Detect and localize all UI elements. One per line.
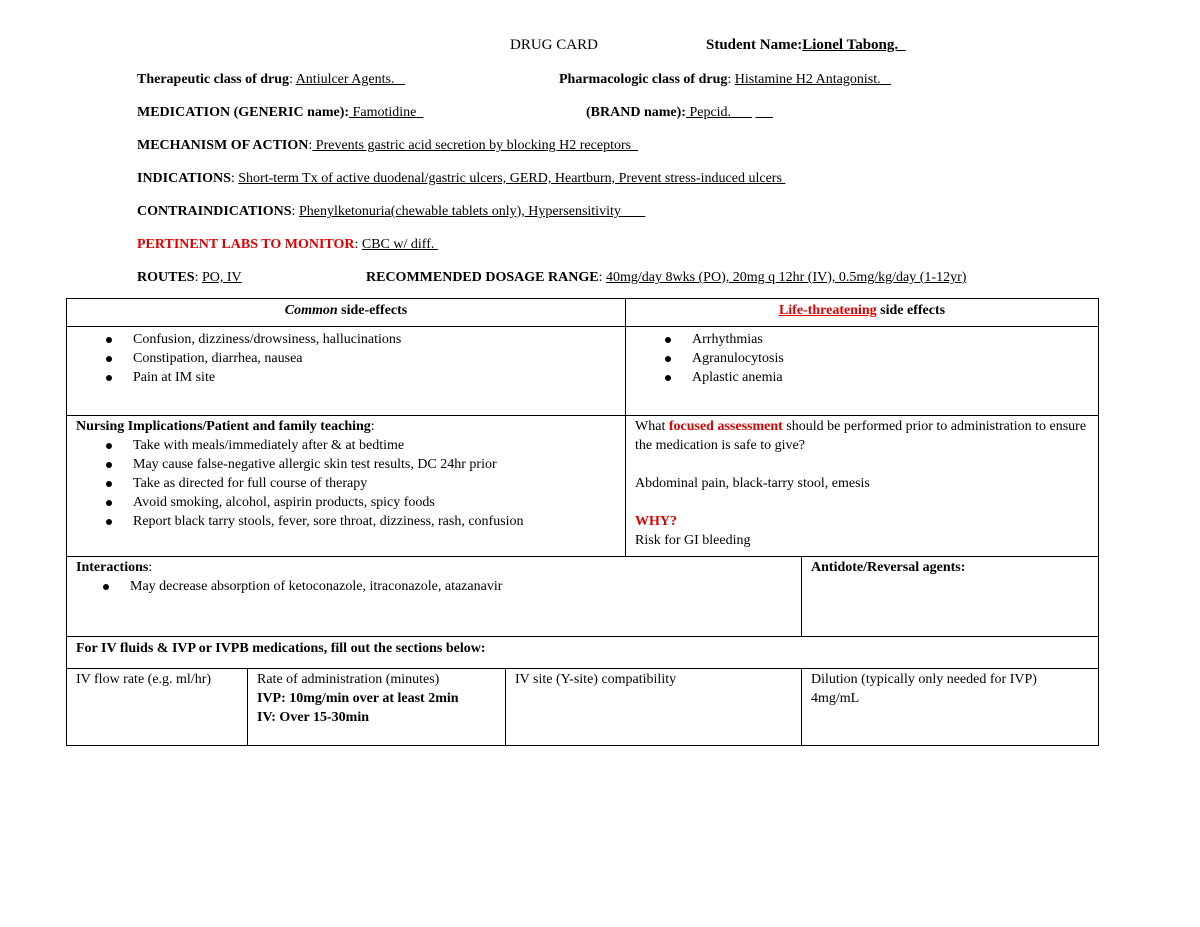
iv-header-cell xyxy=(67,637,1099,669)
list-item: Avoid smoking, alcohol, aspirin products, spicy foods xyxy=(133,493,616,512)
student-name-label: Student Name: xyxy=(706,37,803,53)
brand-name-value: Pepcid. xyxy=(685,105,732,120)
mechanism-value: Prevents gastric acid secretion by blocking H2 receptors xyxy=(312,138,632,153)
common-header-emphasis: Common xyxy=(284,303,338,318)
antidote-cell xyxy=(802,557,1099,637)
generic-name-value: Famotidine xyxy=(349,105,417,120)
list-item: Take as directed for full course of therapy xyxy=(133,474,616,493)
antidote-header: Antidote/Reversal agents: xyxy=(811,560,966,575)
rate-of-administration-cell xyxy=(248,669,506,746)
labs-value: CBC w/ diff. xyxy=(361,237,435,252)
rate-iv-value: IV: Over 15-30min xyxy=(257,710,369,725)
routes-label: ROUTES xyxy=(137,270,195,285)
routes-line: ROUTES: PO, IV xyxy=(137,270,242,285)
dilution-cell xyxy=(802,669,1099,746)
life-threatening-cell xyxy=(626,327,1099,416)
pharmacologic-class-value: Histamine H2 Antagonist. xyxy=(734,72,881,87)
dosage-line: RECOMMENDED DOSAGE RANGE: 40mg/day 8wks (PO), 20mg q 12hr (IV), 0.5mg/kg/day (1-12yr) xyxy=(366,270,967,285)
drug-card-table xyxy=(66,298,1099,746)
contraindications-label: CONTRAINDICATIONS xyxy=(137,204,292,219)
common-side-effects-list xyxy=(76,330,616,387)
card-title: DRUG CARD xyxy=(510,37,598,53)
list-item: Agranulocytosis xyxy=(692,349,1089,368)
indications-label: INDICATIONS xyxy=(137,171,231,186)
mechanism-label: MECHANISM OF ACTION xyxy=(137,138,309,153)
rate-ivp-value: IVP: 10mg/min over at least 2min xyxy=(257,691,459,706)
brand-name-label: (BRAND name): xyxy=(586,105,686,120)
focused-assessment-answer: Abdominal pain, black-tarry stool, emesis xyxy=(635,476,870,491)
student-name-value: Lionel Tabong. xyxy=(802,37,899,53)
contraindications-line: CONTRAINDICATIONS: Phenylketonuria(chewable tablets only), Hypersensitivity xyxy=(137,204,621,219)
common-header-rest: side-effects xyxy=(337,303,408,318)
mechanism-line: MECHANISM OF ACTION: Prevents gastric acid secretion by blocking H2 receptors xyxy=(137,138,632,153)
nursing-implications-cell: Nursing Implications/Patient and family teaching: Take with meals/immediately after & at bedtime May cause false-negative allergic skin test results, DC 24hr prior Take as directed for full course of therapy Avoid smoking, alcohol, aspirin products, spicy foods Report black tarry stools, fever, sore throat, dizziness, rash, confusion xyxy=(67,416,626,557)
iv-header: For IV fluids & IVP or IVPB medications, fill out the sections below: xyxy=(76,641,486,656)
student-name-line xyxy=(706,36,906,55)
common-side-effects-header xyxy=(67,299,626,327)
life-threatening-header xyxy=(626,299,1099,327)
list-item: Aplastic anemia xyxy=(692,368,1089,387)
interactions-header: Interactions xyxy=(76,560,149,575)
iv-site-compatibility-label: IV site (Y-site) compatibility xyxy=(515,672,677,687)
interactions-cell: Interactions: May decrease absorption of ketoconazole, itraconazole, atazanavir xyxy=(67,557,802,637)
interactions-list xyxy=(76,577,792,596)
routes-value: PO, IV xyxy=(201,270,242,285)
nursing-assessment-row xyxy=(67,416,1099,557)
dosage-value: 40mg/day 8wks (PO), 20mg q 12hr (IV), 0.5mg/kg/day (1-12yr) xyxy=(605,270,967,285)
iv-flow-rate-label: IV flow rate (e.g. ml/hr) xyxy=(76,672,212,687)
pharmacologic-class-label: Pharmacologic class of drug xyxy=(559,72,728,87)
contraindications-value: Phenylketonuria(chewable tablets only), Hypersensitivity xyxy=(298,204,621,219)
side-effects-header-row xyxy=(67,299,1099,327)
list-item: Report black tarry stools, fever, sore throat, dizziness, rash, confusion xyxy=(133,512,616,531)
nursing-header: Nursing Implications/Patient and family teaching xyxy=(76,419,371,434)
life-threatening-list xyxy=(635,330,1089,387)
labs-line: PERTINENT LABS TO MONITOR: CBC w/ diff. xyxy=(137,237,435,252)
focused-assessment-question: What focused assessment should be performed prior to administration to ensure the medication is safe to give? xyxy=(635,419,1087,453)
therapeutic-class-value: Antiulcer Agents. xyxy=(295,72,395,87)
focused-assessment-keyword: focused assessment xyxy=(668,419,783,434)
rate-of-administration-label: Rate of administration (minutes) xyxy=(257,672,440,687)
dosage-label: RECOMMENDED DOSAGE RANGE xyxy=(366,270,599,285)
indications-value: Short-term Tx of active duodenal/gastric ulcers, GERD, Heartburn, Prevent stress-induced ulcers xyxy=(238,171,782,186)
indications-line: INDICATIONS: Short-term Tx of active duodenal/gastric ulcers, GERD, Heartburn, Prevent stress-induced ulcers xyxy=(137,171,782,186)
dilution-value: 4mg/mL xyxy=(811,691,860,706)
why-answer: Risk for GI bleeding xyxy=(635,533,751,548)
brand-name-line xyxy=(586,103,773,122)
list-item: Pain at IM site xyxy=(133,368,616,387)
list-item: Constipation, diarrhea, nausea xyxy=(133,349,616,368)
common-side-effects-cell xyxy=(67,327,626,416)
pharmacologic-class-line: Pharmacologic class of drug: Histamine H2 Antagonist. xyxy=(559,72,881,87)
iv-header-row xyxy=(67,637,1099,669)
iv-details-row xyxy=(67,669,1099,746)
list-item: Take with meals/immediately after & at bedtime xyxy=(133,436,616,455)
life-threatening-header-red: Life-threatening xyxy=(778,303,877,318)
why-label: WHY? xyxy=(635,514,678,529)
iv-site-compatibility-cell xyxy=(506,669,802,746)
list-item: May decrease absorption of ketoconazole, itraconazole, atazanavir xyxy=(130,577,792,596)
iv-flow-rate-cell xyxy=(67,669,248,746)
list-item: Arrhythmias xyxy=(692,330,1089,349)
nursing-list xyxy=(76,436,616,531)
life-threatening-header-rest: side effects xyxy=(876,303,946,318)
side-effects-row xyxy=(67,327,1099,416)
therapeutic-class-label: Therapeutic class of drug xyxy=(137,72,290,87)
list-item: May cause false-negative allergic skin test results, DC 24hr prior xyxy=(133,455,616,474)
list-item: Confusion, dizziness/drowsiness, hallucinations xyxy=(133,330,616,349)
therapeutic-class-line: Therapeutic class of drug: Antiulcer Agents. xyxy=(137,72,395,87)
interactions-row xyxy=(67,557,1099,637)
focused-assessment-cell xyxy=(626,416,1099,557)
generic-name-line xyxy=(137,103,423,122)
labs-label: PERTINENT LABS TO MONITOR xyxy=(137,237,355,252)
generic-name-label: MEDICATION (GENERIC name): xyxy=(137,105,350,120)
dilution-label: Dilution (typically only needed for IVP) xyxy=(811,672,1037,687)
